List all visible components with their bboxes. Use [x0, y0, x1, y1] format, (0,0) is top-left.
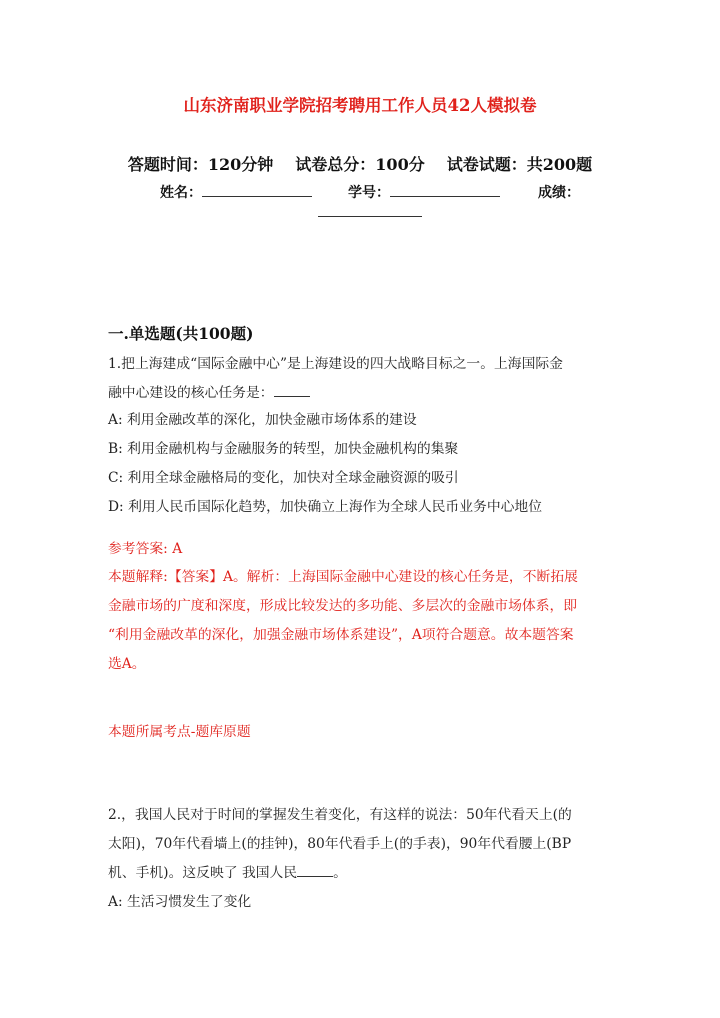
question-2-options: [108, 888, 612, 917]
question-2-stem: [108, 801, 612, 888]
grade-label: 成绩：: [538, 185, 580, 201]
exam-score: 试卷总分：100分: [295, 155, 425, 174]
answer-blank: [297, 864, 333, 877]
option-a: A: 生活习惯发生了变化: [108, 894, 252, 910]
option-d: D: 利用人民币国际化趋势，加快确立上海作为全球人民币业务中心地位: [108, 499, 543, 515]
exam-count: 试卷试题：共200题: [446, 155, 593, 174]
exam-time: 答题时间：120分钟: [127, 155, 274, 174]
exam-meta: [0, 152, 720, 175]
name-field: [160, 182, 312, 202]
page-title: 山东济南职业学院招考聘用工作人员42人模拟卷: [183, 96, 537, 115]
question-1-options: [108, 406, 612, 522]
explanation-line: “利用金融改革的深化，加强金融市场体系建设”，A项符合题意。故本题答案: [108, 627, 574, 643]
name-label: 姓名：: [160, 185, 202, 201]
grade-blank[interactable]: [318, 202, 422, 217]
explanation-line: 本题解释:【答案】A。解析：上海国际金融中心建设的核心任务是，不断拓展: [108, 569, 578, 585]
answer-text: 参考答案: A: [108, 541, 183, 557]
question-2-line: 机、手机)。这反映了 我国人民 。: [108, 865, 347, 881]
option-b: B: 利用金融机构与金融服务的转型，加快金融机构的集聚: [108, 441, 459, 457]
question-1-line: 融中心建设的核心任务是：: [108, 379, 612, 408]
question-1-line: 1.把上海建成“国际金融中心”是上海建设的四大战略目标之一。上海国际金: [108, 356, 563, 372]
name-blank[interactable]: [202, 182, 312, 197]
id-field: [348, 182, 500, 202]
question-2-line: 2.，我国人民对于时间的掌握发生着变化，有这样的说法：50年代看天上(的: [108, 807, 572, 823]
explanation-line: 金融市场的广度和深度，形成比较发达的多功能、多层次的金融市场体系，即: [108, 598, 578, 614]
option-c: C: 利用全球金融格局的变化，加快对全球金融资源的吸引: [108, 470, 459, 486]
grade-field: [538, 182, 580, 202]
grade-blank-row: [318, 202, 422, 221]
knowledge-point: 本题所属考点-题库原题: [108, 724, 251, 740]
explanation: [108, 563, 612, 679]
id-blank[interactable]: [390, 182, 500, 197]
answer-blank: [274, 384, 310, 397]
option-a: A: 利用金融改革的深化，加快金融市场体系的建设: [108, 412, 417, 428]
section-title: 一.单选题(共100题): [108, 324, 254, 343]
explanation-line: 选A。: [108, 656, 146, 672]
question-2-line: 太阳)，70年代看墙上(的挂钟)，80年代看手上(的手表)，90年代看腰上(BP: [108, 836, 572, 852]
question-1-stem: [108, 350, 612, 408]
id-label: 学号：: [348, 185, 390, 201]
